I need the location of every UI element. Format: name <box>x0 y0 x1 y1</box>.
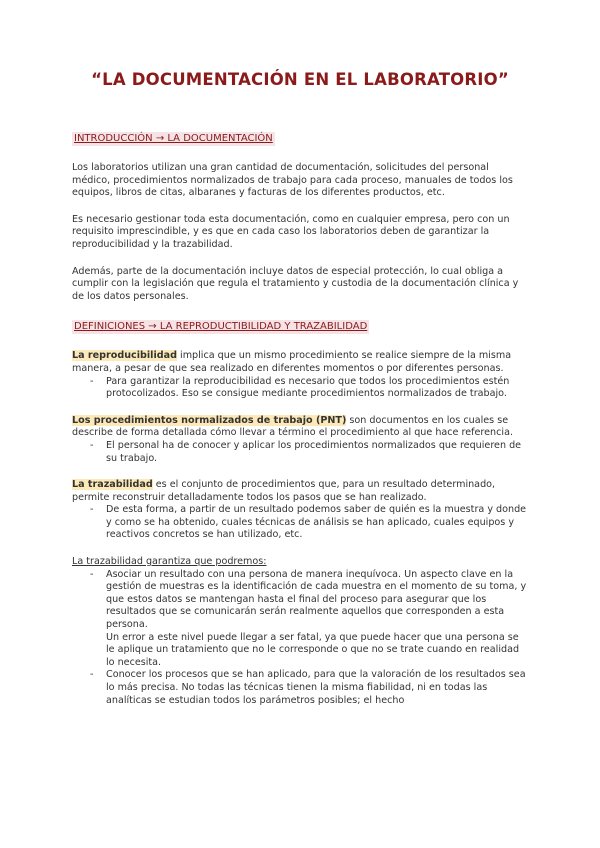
guarantee-list <box>72 569 528 708</box>
intro-paragraph-1: Los laboratorios utilizan una gran cantidad de documentación, solicitudes del personal médico, procedimientos normalizados de trabajo para cada proceso, manuales de todos los equipos, libros de citas, albaranes y facturas de los diferentes productos, etc. <box>72 162 513 199</box>
trazabilidad-paragraph <box>72 479 528 504</box>
reproducibilidad-paragraph <box>72 350 528 375</box>
intro-paragraph-2: Es necesario gestionar toda esta documentación, como en cualquier empresa, pero con un requisito imprescindible, y es que en cada caso los laboratorios deben de garantizar la reproducibilidad y la trazabilidad. <box>72 213 510 250</box>
term-trazabilidad: La trazabilidad <box>72 479 153 491</box>
reproducibilidad-text: implica que un mismo procedimiento se realice siempre de la misma manera, a pesar de que sea realizado en diferentes momentos o por diferentes personas. <box>72 350 512 374</box>
list-item: - Conocer los procesos que se han aplicado, para que la valoración de los resultados sea lo más precisa. No todas las técnicas tienen la misma fiabilidad, ni en todas las analíticas se estudian todos los parámetros posibles; el hecho <box>106 669 528 707</box>
section-heading-definiciones: DEFINICIONES → LA REPRODUCTIBILIDAD Y TRAZABILIDAD <box>74 321 368 333</box>
list-item: - De esta forma, a partir de un resultado podemos saber de quién es la muestra y donde y como se ha obtenido, cuales técnicas de análisis se han aplicado, cuales equipos y reactivos concretos se han utilizado, etc. <box>106 504 528 542</box>
guarantee-item-1-note: Un error a este nivel puede llegar a ser fatal, ya que puede hacer que una persona se le aplique un tratamiento que no le corresponde o que no se trate cuando en realidad lo necesita. <box>106 631 520 668</box>
pnt-paragraph <box>72 415 528 440</box>
trazabilidad-list <box>72 504 528 542</box>
list-item: - Para garantizar la reproducibilidad es necesario que todos los procedimientos estén protocolizados. Eso se consigue mediante procedimientos normalizados de trabajo. <box>106 376 528 401</box>
reproducibilidad-list <box>72 376 528 401</box>
term-reproducibilidad: La reproducibilidad <box>72 350 177 362</box>
guarantee-item-1-text: - Asociar un resultado con una persona de manera inequívoca. Un aspecto clave en la gestión de muestras es la identificación de cada muestra en el momento de su toma, y que estos datos se mantengan hasta el final del proceso para asegurar que los resultados que se comunicarán serán realmente aquellos que corresponden a esta persona. <box>106 568 527 631</box>
document-title: “LA DOCUMENTACIÓN EN EL LABORATORIO” <box>91 70 509 89</box>
list-item <box>106 569 528 670</box>
trazabilidad-text: es el conjunto de procedimientos que, para un resultado determinado, permite reconstruir detalladamente todos los pasos que se han realizado. <box>72 479 496 503</box>
pnt-list <box>72 440 528 465</box>
intro-paragraph-3: Además, parte de la documentación incluye datos de especial protección, lo cual obliga a cumplir con la legislación que regula el tratamiento y custodia de la documentación clínica y de los datos personales. <box>72 265 519 302</box>
trazabilidad-guarantee-heading: La trazabilidad garantiza que podremos: <box>72 556 267 568</box>
term-pnt: Los procedimientos normalizados de trabajo (PNT) <box>72 414 347 426</box>
pnt-text: son documentos en los cuales se describe de forma detallada cómo llevar a término el procedimiento al que hace referencia. <box>72 414 514 439</box>
section-heading-introduccion: INTRODUCCIÓN → LA DOCUMENTACIÓN <box>74 133 273 144</box>
list-item: - El personal ha de conocer y aplicar los procedimientos normalizados que requieren de su trabajo. <box>106 440 528 465</box>
